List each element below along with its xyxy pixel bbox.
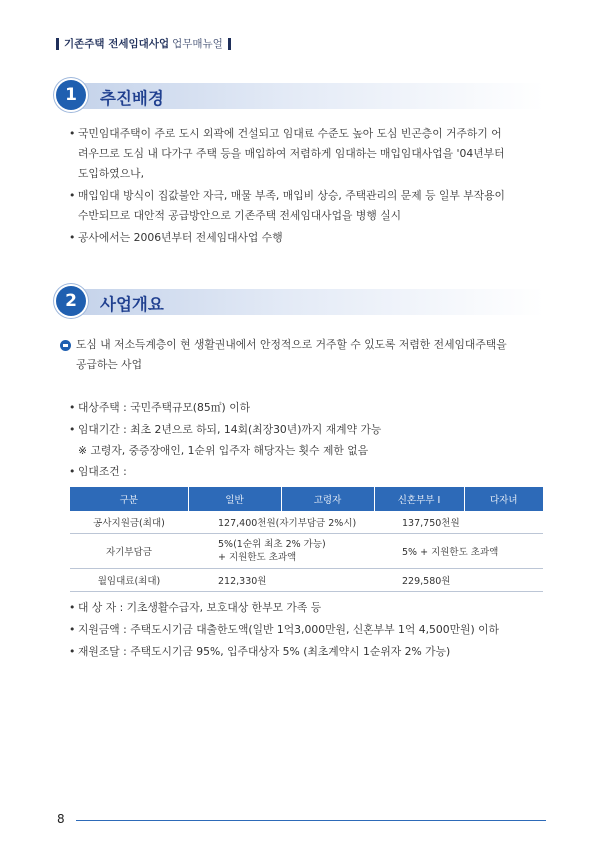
footer-rule — [76, 820, 546, 821]
s2-after-2: • 지원금액 : 주택도시기금 대출한도액(일반 1억3,000만원, 신혼부부 1억 4,500만원) 이하 — [78, 620, 499, 640]
s2-after-3: • 재원조달 : 주택도시기금 95%, 입주대상자 5% (최초계약시 1순위자 2% 가능) — [78, 642, 450, 662]
th-general: 일반 — [188, 487, 281, 511]
row-label: 월임대료(최대) — [70, 569, 188, 592]
s2-intro-1: 도심 내 저소득계층이 현 생활권내에서 안정적으로 거주할 수 있도록 저렴한 전세임대주택을 — [76, 338, 507, 351]
section-1-title: 추진배경 — [100, 89, 164, 108]
s2-after-1: • 대 상 자 : 기초생활수급자, 보호대상 한부모 가족 등 — [78, 598, 321, 618]
th-newlywed: 신혼부부 Ⅰ — [374, 487, 464, 511]
running-header — [56, 36, 231, 51]
table-row — [70, 511, 543, 534]
row-value-b: 5% + 지원한도 초과액 — [374, 534, 543, 569]
section-2-number: 2 — [56, 286, 86, 316]
s1-line-2: 려우므로 도심 내 다가구 주택 등을 매입하여 저렴하게 임대하는 매입임대사업을 '04년부터 — [78, 147, 505, 160]
row-value-b: 137,750천원 — [374, 511, 543, 534]
header-bar-left — [56, 38, 59, 50]
s2-intro-2: 공급하는 사업 — [76, 358, 143, 371]
th-multichild: 다자녀 — [464, 487, 543, 511]
table-header-row — [70, 487, 543, 511]
s1-line-1: • 국민임대주택이 주로 도시 외곽에 건설되고 임대료 수준도 높아 도심 빈곤층이 거주하기 어 — [78, 124, 502, 144]
th-category: 구분 — [70, 487, 188, 511]
row-label: 공사지원금(최대) — [70, 511, 188, 534]
row-value-a: 127,400천원(자기부담금 2%시) — [188, 511, 374, 534]
section-2-heading — [56, 286, 544, 318]
s2-item-1: • 대상주택 : 국민주택규모(85㎡) 이하 — [78, 398, 250, 418]
header-bar-right — [228, 38, 231, 50]
table-row — [70, 534, 543, 569]
row-value-a-line-2: + 지원한도 초과액 — [218, 552, 297, 563]
row-value-a: 212,330원 — [188, 569, 374, 592]
s1-line-5: 수반되므로 대안적 공급방안으로 기존주택 전세임대사업을 병행 실시 — [78, 209, 402, 222]
s2-item-note: ※ 고령자, 중증장애인, 1순위 입주자 해당자는 횟수 제한 없음 — [78, 444, 369, 457]
section-1-number: 1 — [56, 80, 86, 110]
note-circle-icon — [60, 340, 71, 351]
row-label: 자기부담금 — [70, 534, 188, 569]
rent-conditions-table — [70, 487, 543, 592]
header-subtitle: 업무매뉴얼 — [172, 38, 223, 50]
header-title: 기존주택 전세임대사업 — [64, 38, 170, 50]
row-value-b: 229,580원 — [374, 569, 543, 592]
s2-item-2: • 임대기간 : 최초 2년으로 하되, 14회(최장30년)까지 재계약 가능 — [78, 420, 381, 440]
s1-line-6: • 공사에서는 2006년부터 전세임대사업 수행 — [78, 228, 283, 248]
row-value-a — [188, 534, 374, 569]
section-1-heading — [56, 80, 544, 112]
s1-line-4: • 매입임대 방식이 집값불안 자극, 매물 부족, 매입비 상승, 주택관리의 문제 등 일부 부작용이 — [78, 186, 505, 206]
page-number: 8 — [57, 812, 65, 826]
row-value-a-line-1: 5%(1순위 최초 2% 가능) — [218, 539, 326, 550]
s1-line-3: 도입하였으나, — [78, 167, 145, 180]
th-elderly: 고령자 — [281, 487, 374, 511]
table-row — [70, 569, 543, 592]
section-2-title: 사업개요 — [100, 295, 164, 314]
s2-item-3: • 임대조건 : — [78, 462, 127, 482]
